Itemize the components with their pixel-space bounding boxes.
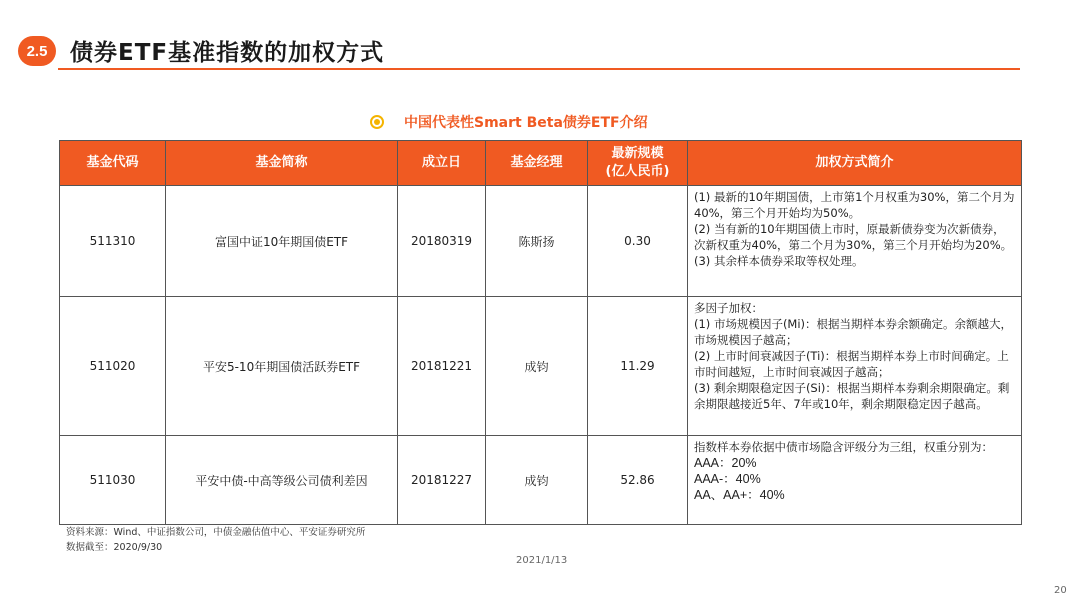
cell-weighting [688,297,1022,436]
weighting-line: AAA：20% [694,456,757,470]
cell-size: 0.30 [588,186,688,297]
subtitle-text: 中国代表性Smart Beta债券ETF介绍 [404,115,648,131]
cell-name: 平安中债-中高等级公司债利差因 [166,436,398,525]
cell-size: 52.86 [588,436,688,525]
table-header-row [60,141,1022,186]
weighting-line: (1) 市场规模因子(Mi)：根据当期样本券余额确定。余额越大，市场规模因子越高； [694,317,1013,347]
weighting-line: (2) 上市时间衰减因子(Ti)：根据当期样本券上市时间确定。上市时间越短，上市时间衰减因子越高； [694,349,1009,379]
cell-code: 511310 [60,186,166,297]
footnote-source: 资料来源：Wind、中证指数公司，中债金融估值中心、平安证券研究所 [66,527,366,538]
weighting-line: (3) 其余样本债券采取等权处理。 [694,254,864,268]
weighting-line: (3) 剩余期限稳定因子(Si)：根据当期样本券剩余期限确定。剩余期限越接近5年、7年或10年，剩余期限稳定因子越高。 [694,381,1010,411]
cell-date: 20180319 [398,186,486,297]
cell-weighting [688,186,1022,297]
cell-name: 平安5-10年期国债活跃券ETF [166,297,398,436]
target-bullet-icon [370,115,384,129]
cell-manager: 陈斯扬 [486,186,588,297]
header-date: 成立日 [398,141,486,186]
table-row [60,436,1022,525]
cell-date: 20181227 [398,436,486,525]
cell-manager: 成钧 [486,436,588,525]
section-number-badge: 2.5 [18,36,56,66]
weighting-line: (2) 当有新的10年期国债上市时，原最新债券变为次新债券，次新权重为40%，第二个月为30%，第三个月开始均为20%。 [694,222,1013,252]
header-code: 基金代码 [60,141,166,186]
footnote-date: 数据截至：2020/9/30 [66,542,163,553]
weighting-line: AAA-：40% [694,472,761,486]
header-name: 基金简称 [166,141,398,186]
cell-size: 11.29 [588,297,688,436]
page-number: 20 [1054,585,1067,596]
page-title: 债券ETF基准指数的加权方式 [70,40,385,66]
weighting-line: (1) 最新的10年期国债，上市第1个月权重为30%，第二个月为40%，第三个月开始均为50%。 [694,190,1015,220]
header-manager: 基金经理 [486,141,588,186]
cell-date: 20181221 [398,297,486,436]
title-divider [58,68,1020,70]
subtitle [370,112,648,132]
cell-weighting [688,436,1022,525]
cell-code: 511030 [60,436,166,525]
cell-name: 富国中证10年期国债ETF [166,186,398,297]
header-weighting: 加权方式简介 [688,141,1022,186]
cell-code: 511020 [60,297,166,436]
cell-manager: 成钧 [486,297,588,436]
etf-table [59,140,1022,525]
weighting-line: 多因子加权： [694,301,763,315]
table-row [60,297,1022,436]
table-row [60,186,1022,297]
header-size: 最新规模 (亿人民币) [588,141,688,186]
weighting-line: AA、AA+：40% [694,488,785,502]
date-stamp: 2021/1/13 [516,555,568,566]
weighting-line: 指数样本券依据中债市场隐含评级分为三组，权重分别为： [694,440,993,454]
